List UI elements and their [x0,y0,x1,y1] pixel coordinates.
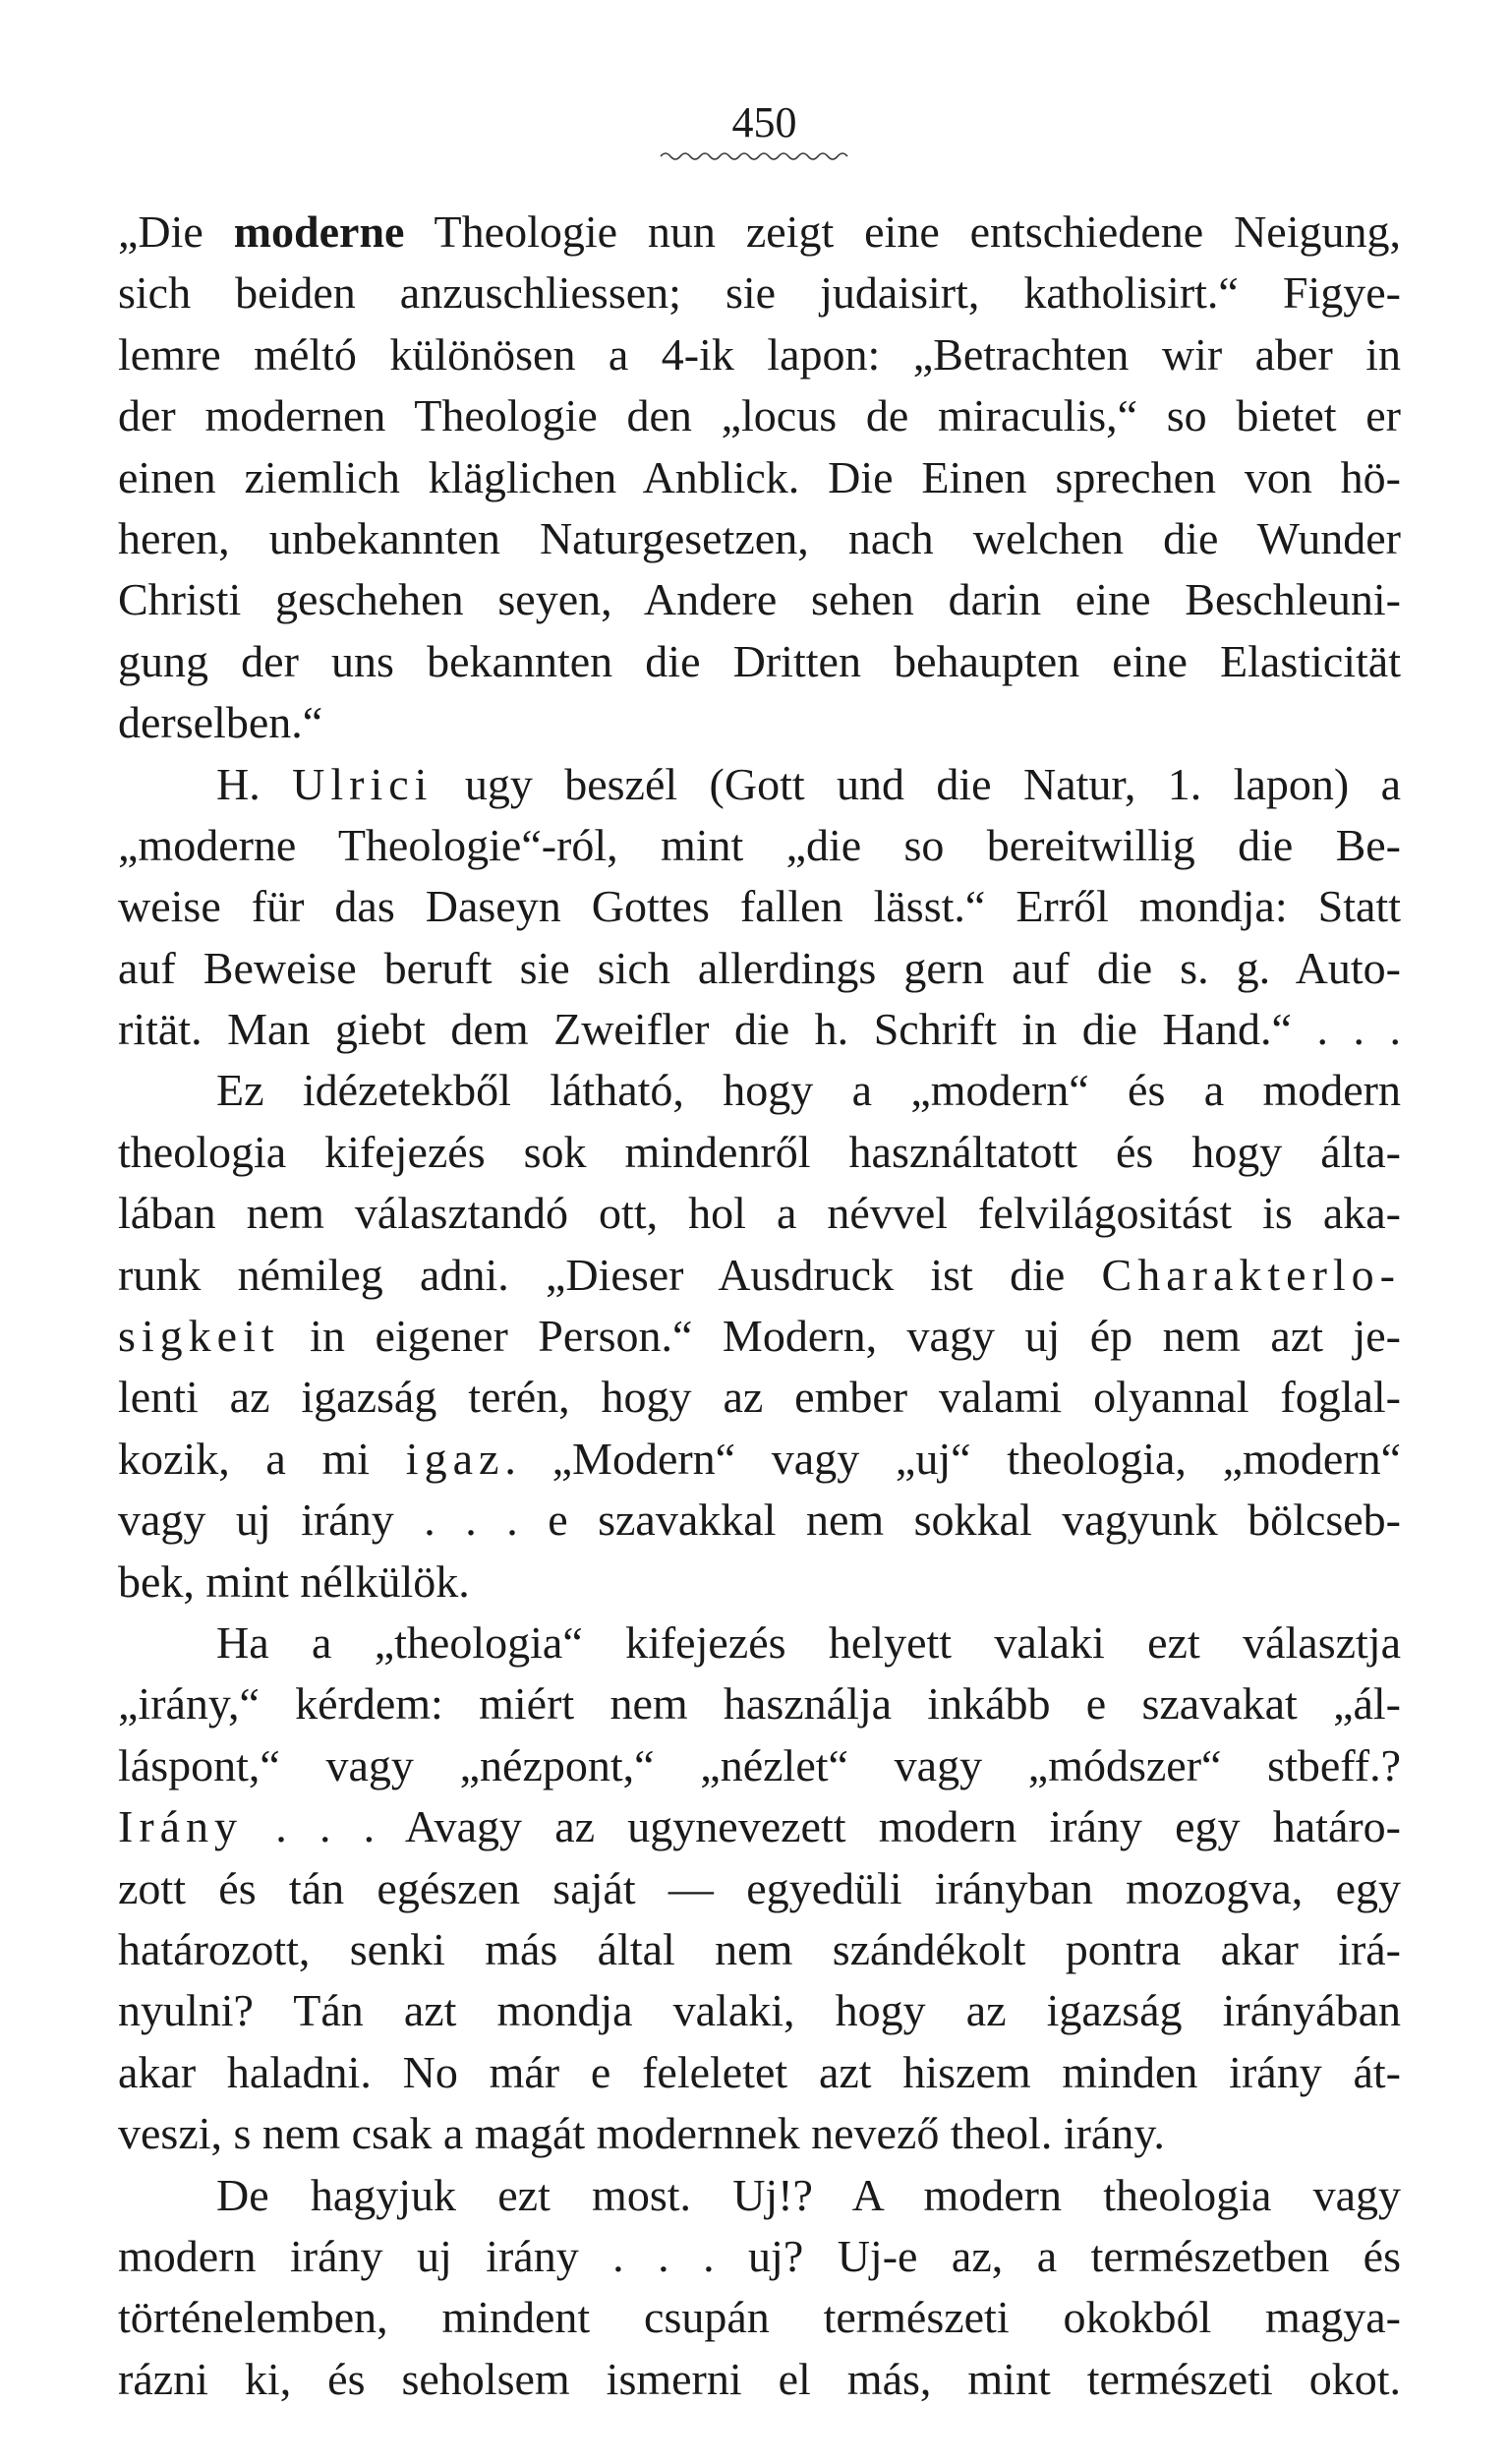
text-line [118,876,1401,937]
text-run: zott és tán egészen saját — egyedüli irányban mozogva, egy [118,1862,1401,1913]
text-line [118,1490,1401,1551]
text-run: nyulni? Tán azt mondja valaki, hogy az igazság irányában [118,1985,1401,2036]
text-line [118,754,1401,815]
spaced-word: sigkeit [118,1311,280,1362]
text-run: történelemben, mindent csupán természeti okokból magya- [118,2292,1401,2343]
text-line [118,2103,1401,2164]
text-line [118,1122,1401,1183]
text-line [118,1919,1401,1980]
text-run: Ha a „theologia“ kifejezés helyett valaki ezt választja [216,1616,1401,1668]
spaced-word: Irány [118,1801,244,1852]
body-text [118,202,1401,2410]
text-line [118,692,1401,753]
text-run: vagy uj irány . . . e szavakkal nem sokkal vagyunk bölcseb- [118,1495,1401,1546]
text-run: . . . Avagy az ugynevezett modern irány egy határo- [243,1801,1401,1852]
text-run: theologia kifejezés sok mindenről használtatott és hogy álta- [118,1126,1401,1177]
text-run: Theologie nun zeigt eine entschiedene Neigung, [404,206,1401,257]
text-run: ugy beszél (Gott und die Natur, 1. lapon) a [433,758,1401,809]
text-line [118,1429,1401,1490]
text-line [118,1613,1401,1673]
text-line [118,202,1401,263]
text-run: „Die [118,206,234,257]
text-line [118,2226,1401,2287]
text-run: modern irány uj irány . . . uj? Uj-e az, a természetben és [118,2230,1401,2281]
text-run: lában nem választandó ott, hol a névvel felvilágositást is aka- [118,1188,1401,1239]
text-run: határozott, senki más által nem szándékolt pontra akar irá- [118,1923,1401,1974]
text-run: bek, mint nélkülök. [118,1555,470,1607]
text-run: weise für das Daseyn Gottes fallen lässt.“ Erről mondja: Statt [118,881,1401,932]
text-line [118,1306,1401,1367]
text-run: gung der uns bekannten die Dritten behaupten eine Elasticität [118,635,1401,686]
text-line [118,263,1401,323]
wavy-rule-ornament [659,149,855,163]
text-line [118,938,1401,999]
text-line [118,447,1401,508]
text-line [118,508,1401,569]
text-line [118,1367,1401,1428]
text-run: der modernen Theologie den „locus de miraculis,“ so bietet er [118,390,1401,441]
text-line [118,1060,1401,1121]
text-run: veszi, s nem csak a magát modernnek nevező theol. irány. [118,2108,1165,2159]
text-run: De hagyjuk ezt most. Uj!? A modern theologia vagy [216,2169,1401,2220]
spaced-word: Ulrici [292,758,434,809]
text-run: . „Modern“ vagy „uj“ theologia, „modern“ [504,1433,1401,1484]
text-line [118,569,1401,630]
spaced-word: igaz [405,1433,505,1484]
text-run: kozik, a mi [118,1433,406,1484]
text-run: Ez idézetekből látható, hogy a „modern“ és a modern [216,1065,1401,1116]
text-run: lenti az igazság terén, hogy az ember valami olyannal foglal- [118,1372,1401,1423]
text-line [118,1980,1401,2041]
text-run: akar haladni. No már e feleletet azt hiszem minden irány át- [118,2046,1401,2097]
text-run: derselben.“ [118,697,323,748]
text-run: lemre méltó különösen a 4-ik lapon: „Betrachten wir aber in [118,328,1401,380]
text-run: láspont,“ vagy „nézpont,“ „nézlet“ vagy „módszer“ stbeff.? [118,1739,1401,1790]
text-line [118,2287,1401,2348]
text-line [118,1183,1401,1244]
text-line [118,2042,1401,2103]
text-run: einen ziemlich kläglichen Anblick. Die Einen sprechen von hö- [118,451,1401,502]
text-run: heren, unbekannten Naturgesetzen, nach welchen die Wunder [118,512,1401,563]
text-line [118,385,1401,446]
text-run: Christi geschehen seyen, Andere sehen darin eine Beschleuni- [118,574,1401,625]
text-run: „irány,“ kérdem: miért nem használja inkább e szavakat „ál- [118,1678,1401,1730]
spaced-word: Charakterlo- [1101,1249,1401,1300]
text-line [118,2349,1401,2410]
page-number: 450 [731,98,797,147]
text-line [118,1245,1401,1306]
text-line [118,1673,1401,1734]
text-run: auf Beweise beruft sie sich allerdings gern auf die s. g. Auto- [118,942,1401,993]
text-line [118,1796,1401,1857]
text-line [118,631,1401,692]
text-run: rázni ki, és seholsem ismerni el más, mint természeti okot. [118,2353,1401,2404]
text-line [118,2165,1401,2226]
text-line [118,999,1401,1060]
text-line [118,815,1401,876]
text-run: „moderne Theologie“-ról, mint „die so bereitwillig die Be- [118,819,1401,870]
text-line [118,1735,1401,1796]
text-run: runk némileg adni. „Dieser Ausdruck ist die [118,1249,1102,1300]
text-run: in eigener Person.“ Modern, vagy uj ép nem azt je- [279,1311,1401,1362]
text-line [118,1552,1401,1613]
text-line [118,324,1401,385]
bold-word: moderne [233,206,405,257]
text-run: sich beiden anzuschliessen; sie judaisirt, katholisirt.“ Figye- [118,267,1401,319]
text-run: H. [216,758,293,809]
text-run: rität. Man giebt dem Zweifler die h. Schrift in die Hand.“ . . . [118,1004,1401,1055]
text-line [118,1858,1401,1919]
